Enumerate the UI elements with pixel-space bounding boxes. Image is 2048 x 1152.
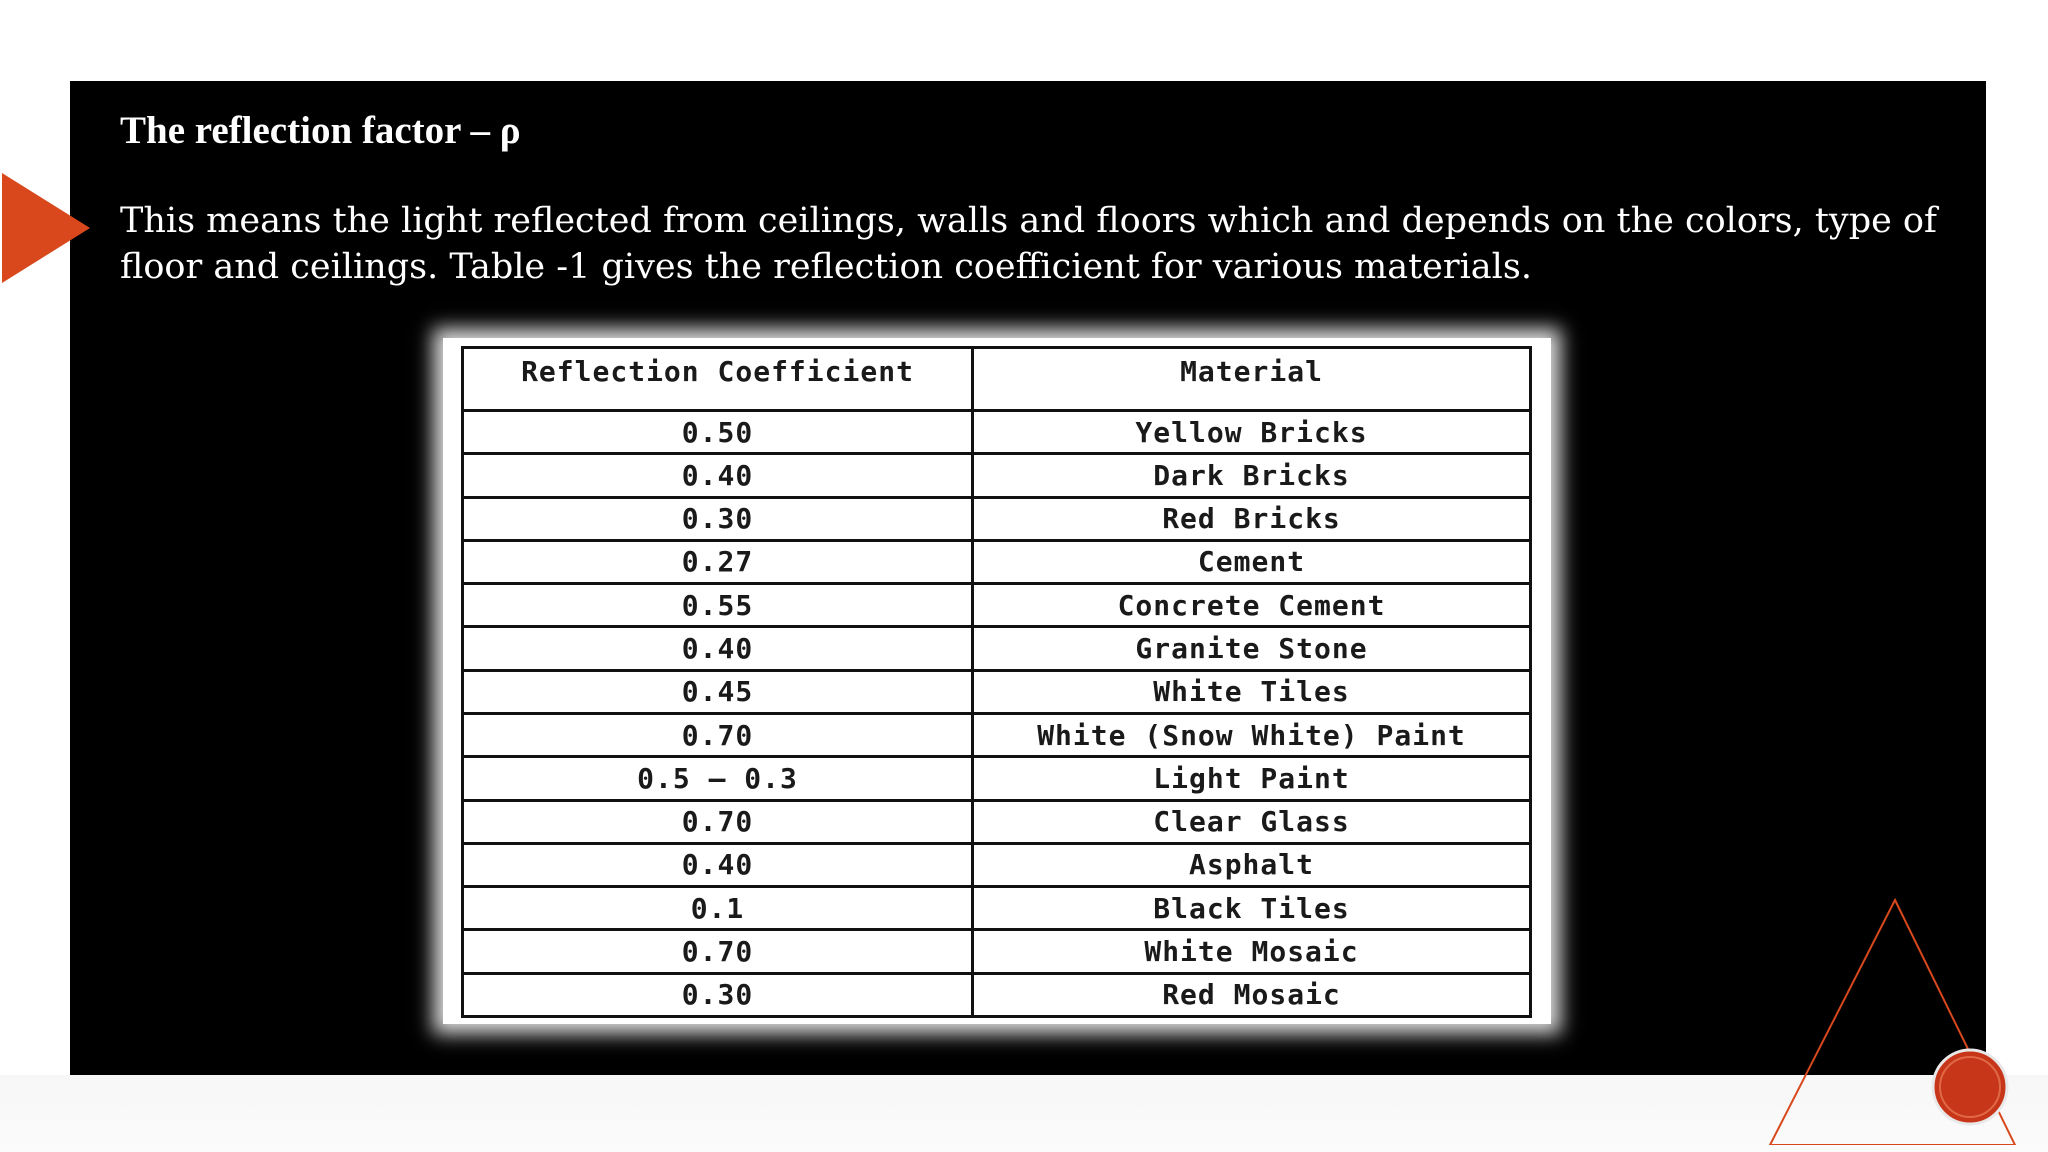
coefficient-cell: 0.70 (463, 800, 973, 843)
coefficient-cell: 0.45 (463, 670, 973, 713)
table-row (463, 497, 1531, 540)
table-row (463, 411, 1531, 454)
header-material: Material (973, 348, 1531, 411)
material-cell: White (Snow White) Paint (973, 713, 1531, 756)
table-row (463, 973, 1531, 1016)
coefficient-cell: 0.30 (463, 973, 973, 1016)
table-row (463, 757, 1531, 800)
coefficient-cell: 0.30 (463, 497, 973, 540)
coefficient-cell: 0.55 (463, 584, 973, 627)
coefficient-cell: 0.40 (463, 843, 973, 886)
table-row (463, 584, 1531, 627)
slide-title: The reflection factor – ρ (120, 109, 521, 152)
circle-badge-icon (1933, 1050, 2007, 1124)
material-cell: White Tiles (973, 670, 1531, 713)
material-cell: Granite Stone (973, 627, 1531, 670)
table-row (463, 454, 1531, 497)
material-cell: Dark Bricks (973, 454, 1531, 497)
table-row (463, 930, 1531, 973)
material-cell: Concrete Cement (973, 584, 1531, 627)
table-row (463, 670, 1531, 713)
material-cell: Red Bricks (973, 497, 1531, 540)
material-cell: Clear Glass (973, 800, 1531, 843)
coefficient-cell: 0.70 (463, 713, 973, 756)
coefficient-cell: 0.40 (463, 627, 973, 670)
coefficient-cell: 0.27 (463, 540, 973, 583)
header-reflection-coefficient: Reflection Coefficient (463, 348, 973, 411)
table-row (463, 713, 1531, 756)
material-cell: White Mosaic (973, 930, 1531, 973)
slide-body-text: This means the light reflected from ceilings, walls and floors which and depends on the colors, type of floor and ceilings. Table -1 gives the reflection coefficient for various materials. (120, 201, 1937, 287)
table-row (463, 843, 1531, 886)
reflection-coefficient-table (461, 346, 1532, 1018)
table-row (463, 627, 1531, 670)
slide-bottom-band (0, 1075, 2048, 1152)
triangle-outline-icon (1760, 895, 2020, 1145)
coefficient-cell: 0.5 – 0.3 (463, 757, 973, 800)
table-body (463, 411, 1531, 1017)
material-cell: Red Mosaic (973, 973, 1531, 1016)
coefficient-cell: 0.70 (463, 930, 973, 973)
material-cell: Yellow Bricks (973, 411, 1531, 454)
coefficient-cell: 0.40 (463, 454, 973, 497)
coefficient-cell: 0.1 (463, 887, 973, 930)
material-cell: Cement (973, 540, 1531, 583)
table-row (463, 540, 1531, 583)
material-cell: Asphalt (973, 843, 1531, 886)
coefficient-cell: 0.50 (463, 411, 973, 454)
table-row (463, 800, 1531, 843)
material-cell: Black Tiles (973, 887, 1531, 930)
material-cell: Light Paint (973, 757, 1531, 800)
arrow-right-icon (2, 173, 90, 283)
table-row (463, 887, 1531, 930)
table-header-row (463, 348, 1531, 411)
